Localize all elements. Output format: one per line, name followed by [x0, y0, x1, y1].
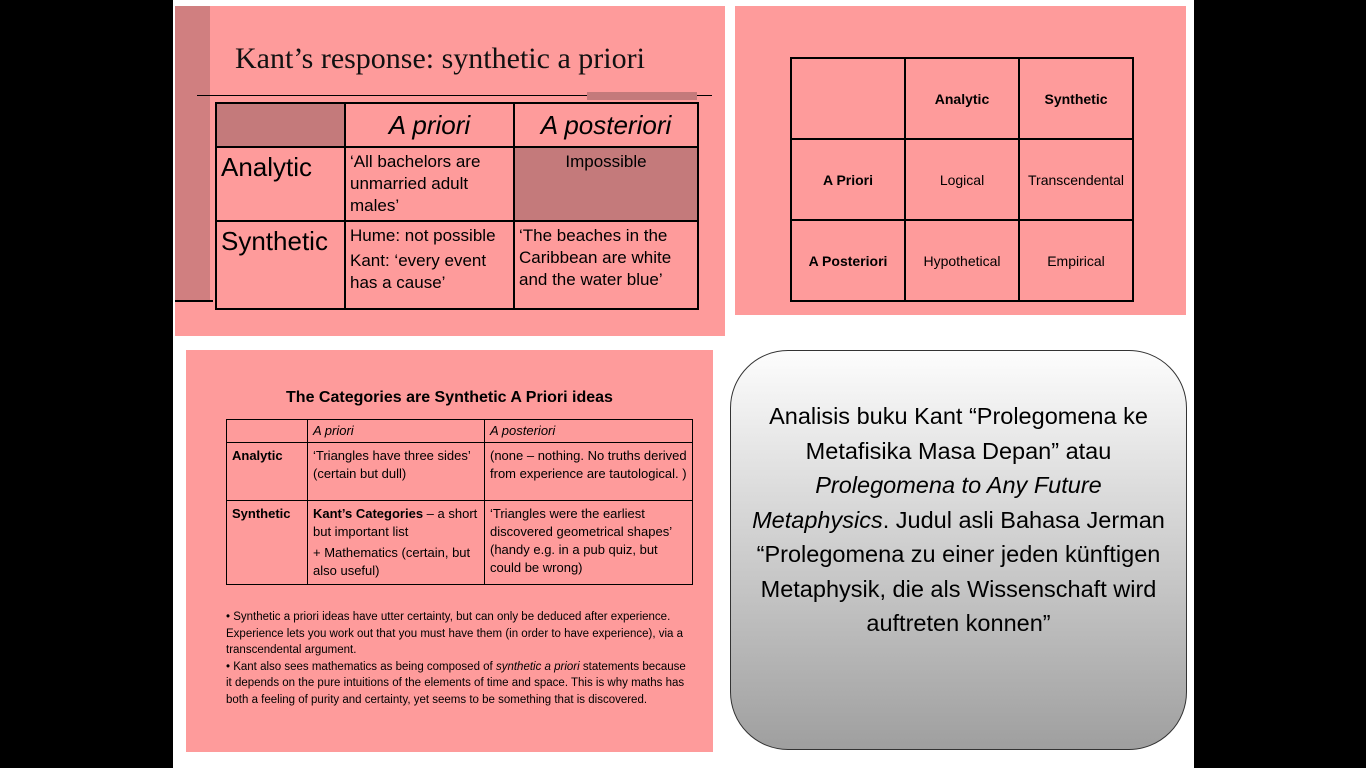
note-bullet-1: • Synthetic a priori ideas have utter certainty, but can only be deduced after experience. Experience lets you work out that you must have them (in order to have experience), via a transcendental argument.: [226, 611, 684, 656]
cell-mathematics-line: + Mathematics (certain, but also useful): [313, 545, 471, 578]
col-header-a-priori: A priori: [308, 420, 485, 443]
table-cell: [345, 221, 514, 309]
col-header-a-posteriori: A posteriori: [514, 103, 698, 147]
cell-categories-bold: Kant’s Categories: [313, 506, 424, 521]
grid-cell-transcendental: Transcendental: [1019, 139, 1133, 220]
callout-italic-title: Prolegomena to Any Future Metaphysics: [752, 472, 1102, 533]
table-cell: (none – nothing. No truths derived from experience are tautological. ): [485, 443, 693, 501]
col-header-a-posteriori: A posteriori: [485, 420, 693, 443]
callout-text-a: Analisis buku Kant “Prolegomena ke Metafisika Masa Depan” atau: [769, 403, 1148, 464]
callout-text: [747, 399, 1170, 641]
cell-categories-rest: – a short but important list: [313, 506, 478, 539]
kant-response-panel: [175, 6, 725, 336]
grid-row-a-priori: A Priori: [791, 139, 905, 220]
table-cell: [308, 501, 485, 585]
cell-categories-line: [313, 505, 479, 541]
table-corner-cell: [216, 103, 345, 147]
row-header-synthetic: Synthetic: [227, 501, 308, 585]
grid-cell-logical: Logical: [905, 139, 1019, 220]
grid-corner-cell: [791, 58, 905, 139]
cell-line-kant: Kant: ‘every event has a cause’: [350, 251, 487, 292]
panel1-title: Kant’s response: synthetic a priori: [235, 42, 645, 75]
book-analysis-callout: [730, 350, 1187, 750]
grid-cell-hypothetical: Hypothetical: [905, 220, 1019, 301]
table-cell: ‘Triangles have three sides’ (certain but dull): [308, 443, 485, 501]
note2-text-b: statements because it depends on the pure intuitions of the elements of time and space. This is why maths has both a feeling of purity and certainty, yet seems to be something that is discovered.: [226, 660, 686, 706]
note2-text-a: • Kant also sees mathematics as being composed of: [226, 660, 496, 673]
categories-notes: [226, 609, 686, 708]
grid-cell-empirical: Empirical: [1019, 220, 1133, 301]
decorative-divider: [175, 300, 213, 302]
cell-line-hume: Hume: not possible: [350, 226, 496, 245]
row-header-analytic: Analytic: [216, 147, 345, 221]
col-header-a-priori: A priori: [345, 103, 514, 147]
table-corner-cell: [227, 420, 308, 443]
note2-italic: synthetic a priori: [495, 660, 580, 673]
table-cell: ‘All bachelors are unmarried adult males’: [345, 147, 514, 221]
table-cell: ‘Triangles were the earliest discovered geometrical shapes’ (handy e.g. in a pub quiz, but could be wrong): [485, 501, 693, 585]
table-cell-impossible: Impossible: [514, 147, 698, 221]
grid-header-analytic: Analytic: [905, 58, 1019, 139]
categories-table: [226, 419, 693, 585]
callout-text-b: . Judul asli Bahasa Jerman “Prolegomena zu einer jeden künftigen Metaphysik, die als Wissenschaft wird auftreten konnen”: [756, 506, 1165, 636]
categories-panel: [186, 350, 713, 752]
row-header-synthetic: Synthetic: [216, 221, 345, 309]
table-cell: ‘The beaches in the Caribbean are white and the water blue’: [514, 221, 698, 309]
row-header-analytic: Analytic: [227, 443, 308, 501]
title-rule-accent: [587, 92, 697, 100]
panel3-title: The Categories are Synthetic A Priori ideas: [286, 389, 613, 406]
note-bullet-2: [226, 659, 686, 709]
slide: [173, 0, 1194, 768]
decorative-left-bar: [175, 6, 210, 302]
classification-grid: [790, 57, 1134, 302]
grid-header-synthetic: Synthetic: [1019, 58, 1133, 139]
grid-row-a-posteriori: A Posteriori: [791, 220, 905, 301]
analytic-synthetic-grid-panel: [735, 6, 1186, 315]
kant-response-table: [215, 102, 699, 310]
